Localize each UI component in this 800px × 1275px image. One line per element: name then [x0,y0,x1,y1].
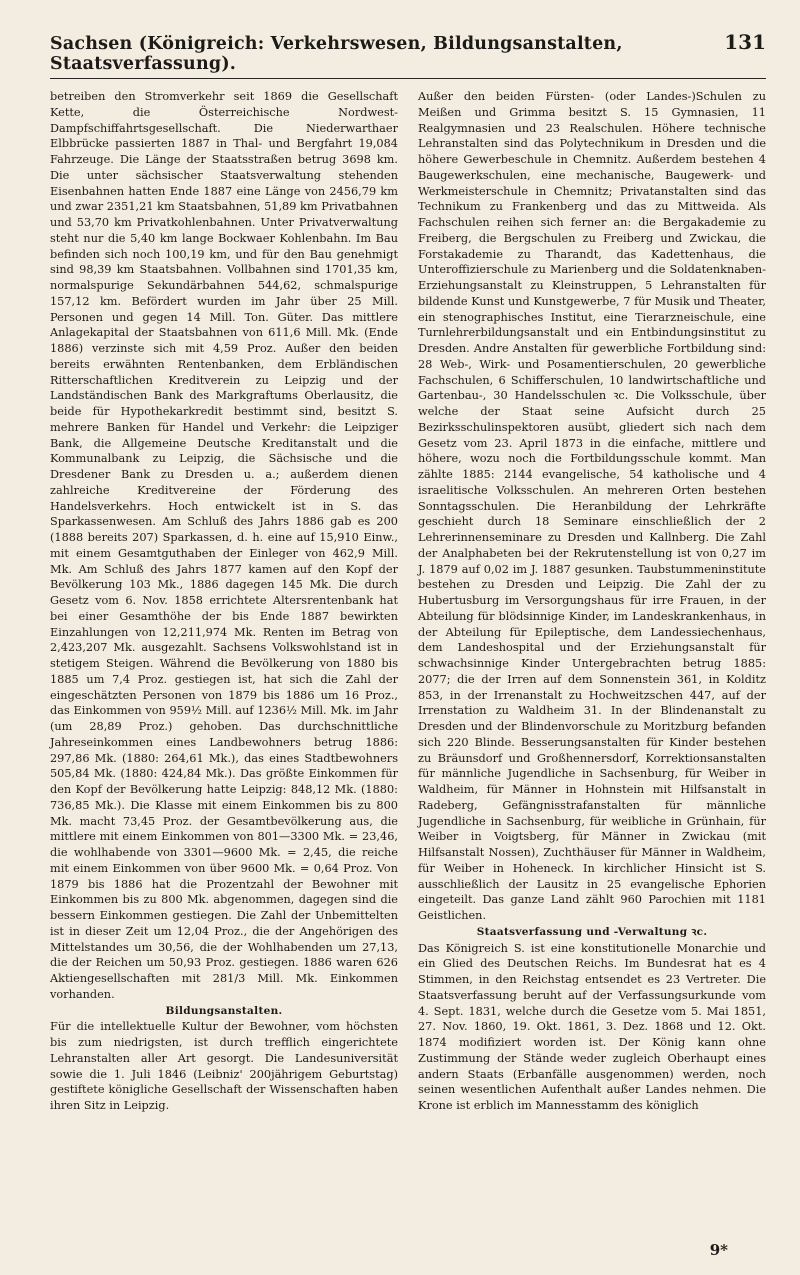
text-columns [50,89,766,1114]
running-title: Sachsen (Königreich: Verkehrswesen, Bildungsanstalten, Staatsverfassung). [50,34,623,74]
section-heading-constitution: Staatsverfassung und -Verwaltung ꝛc. [476,925,708,938]
section-heading-education: Bildungsanstalten. [165,1004,283,1017]
signature-mark: 9* [709,1241,728,1259]
page-number: 131 [724,30,766,54]
paragraph-education-intro: Für die intellektuelle Kultur der Bewohner, vom höchsten bis zum niedrigsten, ist durch trefflich eingerichtete Lehranstalten aller Art gesorgt. Die Landesuniversität sowie die 1. Juli 1846 (Leibniz' 200jährigem Geburtstag) gestiftete königliche Gesellschaft der Wissenschaften haben ihren Sitz in Leipzig. [50,1020,398,1112]
left-column [50,89,398,1114]
paragraph-schools-institutions: Außer den beiden Fürsten- (oder Landes-)Schulen zu Meißen und Grimma besitzt S. 15 Gymnasien, 11 Realgymnasien und 23 Realschulen. Höhere technische Lehranstalten sind das Polytechnikum in Dresden und die höhere Gewerbeschule in Chemnitz. Außerdem bestehen 4 Baugewerkschulen, eine mechanische, Baugewerk- und Werkmeisterschule in Chemnitz; Privatanstalten sind das Technikum zu Frankenberg und das zu Mittweida. Als Fachschulen reihen sich ferner an: die Bergakademie zu Freiberg, die Bergschulen zu Freiberg und Zwickau, die Forstakademie zu Tharandt, das Kadettenhaus, die Unteroffizierschule zu Marienberg und die Soldatenknaben-Erziehungsanstalt zu Kleinstruppen, 5 Lehranstalten für bildende Kunst und Kunstgewerbe, 7 für Musik und Theater, ein stenographisches Institut, eine Tierarzneischule, eine Turnlehrerbildungsanstalt und ein Entbindungsinstitut zu Dresden. Andre Anstalten für gewerbliche Fortbildung sind: 28 Web-, Wirk- und Posamentierschulen, 20 gewerbliche Fachschulen, 6 Schifferschulen, 10 landwirtschaftliche und Gartenbau-, 30 Handelsschulen ꝛc. Die Volksschule, über welche der Staat seine Aufsicht durch 25 Bezirksschulinspektoren ausübt, gliedert sich nach dem Gesetz vom 23. April 1873 in die einfache, mittlere und höhere, wozu noch die Fortbildungsschule kommt. Man zählte 1885: 2144 evangelische, 54 katholische und 4 israelitische Volksschulen. An mehreren Orten bestehen Sonntagsschulen. Die Heranbildung der Lehrkräfte geschieht durch 18 Seminare einschließlich der 2 Lehrerinnenseminare zu Dresden und Kallnberg. Die Zahl der Analphabeten bei der Rekrutenstellung ist von 0,27 im J. 1879 auf 0,02 im J. 1887 gesunken. Taubstummeninstitute bestehen zu Dresden und Leipzig. Die Zahl der zu Hubertusburg im Versorgungshaus für irre Frauen, in der Abteilung für blödsinnige Kinder, im Landeskrankenhaus, in der Abteilung für Epileptische, dem Landessiechenhaus, dem Landeshospital und der Erziehungsanstalt für schwachsinnige Kinder Untergebrachten betrug 1885: 2077; die der Irren auf dem Sonnenstein 361, in Kolditz 853, in der Irrenanstalt zu Hochweitzschen 447, auf der Irrenstation zu Waldheim 31. In der Blindenanstalt zu Dresden und der Blindenvorschule zu Moritzburg befanden sich 220 Blinde. Besserungsanstalten für Kinder bestehen zu Bräunsdorf und Großhennersdorf, Korrektionsanstalten für männliche Jugendliche in Sachsenburg, für Weiber in Waldheim, für Männer in Hohnstein mit Hilfsanstalt in Radeberg, Gefängnisstrafanstalten für männliche Jugendliche in Sachsenburg, für weibliche in Grünhain, für Weiber in Voigtsberg, für Männer in Zwickau (mit Hilfsanstalt Nossen), Zuchthäuser für Männer in Waldheim, für Weiber in Hoheneck. In kirchlicher Hinsicht ist S. ausschließlich der Lausitz in 25 evangelische Ephorien eingeteilt. Das ganze Land zählt 960 Parochien mit 1181 Geistlichen. [418,90,766,922]
running-header [50,30,766,79]
paragraph-constitution: Das Königreich S. ist eine konstitutionelle Monarchie und ein Glied des Deutschen Reichs. Im Bundesrat hat es 4 Stimmen, in den Reichstag entsendet es 23 Vertreter. Die Staatsverfassung beruht auf der Verfassungsurkunde vom 4. Sept. 1831, welche durch die Gesetze vom 5. Mai 1851, 27. Nov. 1860, 19. Okt. 1861, 3. Dez. 1868 und 12. Okt. 1874 modifiziert worden ist. Der König kann ohne Zustimmung der Stände weder zugleich Oberhaupt eines andern Staats (Erbanfälle ausgenommen) werden, noch seinen wesentlichen Aufenthalt außer Landes nehmen. Die Krone ist erblich im Mannesstamm des königlich [418,941,766,1112]
right-column [418,89,766,1114]
paragraph-traffic-economy: betreiben den Stromverkehr seit 1869 die Gesellschaft Kette, die Österreichische Nordwest-Dampfschiffahrtsgesellschaft. Die Niederwarthaer Elbbrücke passierten 1887 in Thal- und Bergfahrt 19,084 Fahrzeuge. Die Länge der Staatsstraßen betrug 3698 km. Die unter sächsischer Staatsverwaltung stehenden Eisenbahnen hatten Ende 1887 eine Länge von 2456,79 km und zwar 2351,21 km Staatsbahnen, 51,89 km Privatbahnen und 53,70 km Privatkohlenbahnen. Unter Privatverwaltung steht nur die 5,40 km lange Bockwaer Kohlenbahn. Im Bau befinden sich noch 100,19 km, und für den Bau genehmigt sind 98,39 km Staatsbahnen. Vollbahnen sind 1701,35 km, normalspurige Sekundärbahnen 544,62, schmalspurige 157,12 km. Befördert wurden im Jahr über 25 Mill. Personen und gegen 14 Mill. Ton. Güter. Das mittlere Anlagekapital der Staatsbahnen von 611,6 Mill. Mk. (Ende 1886) verzinste sich mit 4,59 Proz. Außer den beiden bereits erwähnten Rentenbanken, dem Erbländischen Ritterschaftlichen Kreditverein zu Leipzig und der Landständischen Bank des Markgraftums Oberlausitz, die beide für Hypothekarkredit bestimmt sind, besitzt S. mehrere Banken für Handel und Verkehr: die Leipziger Bank, die Allgemeine Deutsche Kreditanstalt und die Kommunalbank zu Leipzig, die Sächsische und die Dresdener Bank zu Dresden u. a.; außerdem dienen zahlreiche Kreditvereine der Förderung des Handelsverkehrs. Hoch entwickelt ist in S. das Sparkassenwesen. Am Schluß des Jahrs 1886 gab es 200 (1888 bereits 207) Sparkassen, d. h. eine auf 15,910 Einw., mit einem Gesamtguthaben der Einleger von 462,9 Mill. Mk. Am Schluß des Jahrs 1877 kamen auf den Kopf der Bevölkerung 103 Mk., 1886 dagegen 145 Mk. Die durch Gesetz vom 6. Nov. 1858 errichtete Altersrentenbank hat bei einer Gesamthöhe der bis Ende 1887 bewirkten Einzahlungen von 12,211,974 Mk. Renten im Betrag von 2,423,207 Mk. ausgezahlt. Sachsens Volkswohlstand ist in stetigem Steigen. Während die Bevölkerung von 1880 bis 1885 um 7,4 Proz. gestiegen ist, hat sich die Zahl der eingeschätzten Personen von 1879 bis 1886 um 16 Proz., das Einkommen von 959½ Mill. auf 1236½ Mill. Mk. im Jahr (um 28,89 Proz.) gehoben. Das durchschnittliche Jahreseinkommen eines Landbewohners betrug 1886: 297,86 Mk. (1880: 264,61 Mk.), das eines Stadtbewohners 505,84 Mk. (1880: 424,84 Mk.). Das größte Einkommen für den Kopf der Bevölkerung hatte Leipzig: 848,12 Mk. (1880: 736,85 Mk.). Die Klasse mit einem Einkommen bis zu 800 Mk. macht 73,45 Proz. der Gesamtbevölkerung aus, die mittlere mit einem Einkommen von 801—3300 Mk. = 23,46, die wohlhabende von 3301—9600 Mk. = 2,45, die reiche mit einem Einkommen von über 9600 Mk. = 0,64 Proz. Von 1879 bis 1886 hat die Prozentzahl der Bewohner mit Einkommen bis zu 800 Mk. abgenommen, dagegen sind die bessern Einkommen gestiegen. Die Zahl der Unbemittelten ist in dieser Zeit um 12,04 Proz., die der Angehörigen des Mittelstandes um 30,56, die der Wohlhabenden um 27,13, die der Reichen um 50,93 Proz. gestiegen. 1886 waren 626 Aktiengesellschaften mit 281/3 Mill. Mk. Einkommen vorhanden. [50,90,398,1001]
